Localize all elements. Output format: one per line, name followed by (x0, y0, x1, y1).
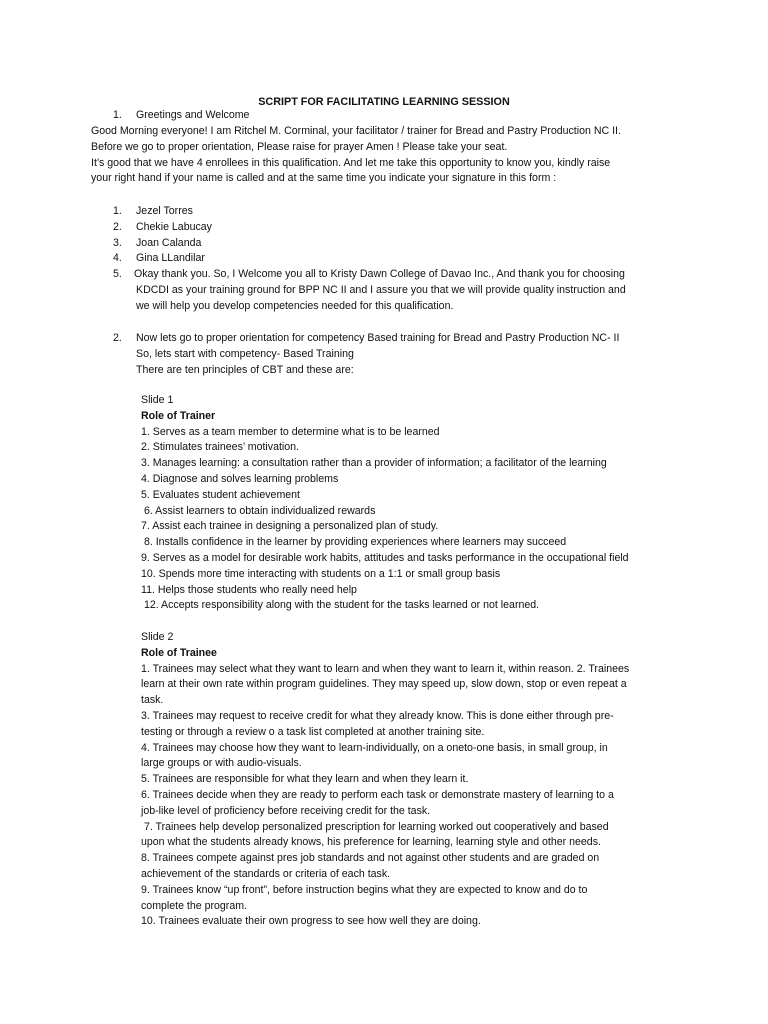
intro-line: Good Morning everyone! I am Ritchel M. Corminal, your facilitator / trainer for Bread and Pastry Production NC II. (91, 125, 621, 137)
trainee-role-line: upon what the students already knows, his preference for learning, learning style and other needs. (141, 836, 601, 849)
document-title: SCRIPT FOR FACILITATING LEARNING SESSION (258, 96, 510, 108)
trainer-role-item: 9. Serves as a model for desirable work habits, attitudes and tasks performance in the occupational field (141, 551, 629, 564)
welcome-line: KDCDI as your training ground for BPP NC II and I assure you that we will provide quality instruction and (136, 283, 626, 296)
section-2-line: There are ten principles of CBT and these are: (136, 363, 354, 376)
trainer-role-item: 7. Assist each trainee in designing a personalized plan of study. (141, 520, 439, 533)
item-5-number: 5. (113, 268, 122, 280)
trainer-role-item: 12. Accepts responsibility along with the student for the tasks learned or not learned. (141, 599, 540, 612)
enrollee-name: Gina LLandilar (136, 252, 205, 264)
enrollee-number: 2. (113, 221, 122, 233)
slide-1-label: Slide 1 (141, 394, 174, 406)
slide-2-heading: Role of Trainee (141, 646, 217, 659)
trainee-role-line: achievement of the standards or criteria of each task. (141, 867, 391, 880)
trainer-role-item: 10. Spends more time interacting with students on a 1:1 or small group basis (141, 567, 501, 580)
trainee-role-line: 1. Trainees may select what they want to learn and when they want to learn it, within reason. 2. Trainees (141, 662, 630, 675)
trainer-role-item: 1. Serves as a team member to determine what is to be learned (141, 425, 440, 438)
section-2-line: So, lets start with competency- Based Training (136, 347, 354, 360)
intro-line: your right hand if your name is called and at the same time you indicate your signature in this form : (91, 172, 557, 185)
trainee-role-line: large groups or with audio-visuals. (141, 757, 302, 770)
trainee-role-line: 7. Trainees help develop personalized prescription for learning worked out cooperatively and based (141, 820, 609, 833)
slide-1-heading: Role of Trainer (141, 409, 216, 422)
trainee-role-line: complete the program. (141, 899, 247, 912)
slide-2-label: Slide 2 (141, 631, 174, 643)
trainer-role-item: 2. Stimulates trainees’ motivation. (141, 441, 299, 454)
enrollee-name: Jezel Torres (136, 205, 193, 217)
trainer-role-item: 3. Manages learning: a consultation rather than a provider of information; a facilitator of the learning (141, 457, 607, 470)
trainee-role-line: 4. Trainees may choose how they want to learn-individually, on a oneto-one basis, in small group, in (141, 741, 608, 754)
enrollee-name: Joan Calanda (136, 237, 202, 249)
trainee-role-line: 3. Trainees may request to receive credit for what they already know. This is done either through pre- (141, 709, 614, 722)
slide-2-section (141, 630, 629, 930)
trainee-role-line: learn at their own rate within program guidelines. They may speed up, slow down, stop or even repeat a (141, 678, 627, 691)
section-1-number: 1. (113, 109, 122, 121)
welcome-paragraph (134, 267, 626, 314)
trainee-role-line: 6. Trainees decide when they are ready to perform each task or demonstrate mastery of learning to a (141, 788, 614, 801)
welcome-line: Okay thank you. So, I Welcome you all to Kristy Dawn College of Davao Inc., And thank you for choosing (134, 268, 625, 280)
trainee-role-line: testing or through a review o a task list completed at another training site. (141, 725, 485, 738)
welcome-line: we will help you develop competencies needed for this qualification. (136, 299, 454, 312)
intro-paragraph (91, 124, 621, 187)
trainee-role-line: 8. Trainees compete against pres job standards and not against other students and are graded on (141, 852, 600, 865)
section-2-line: Now lets go to proper orientation for competency Based training for Bread and Pastry Production NC- II (136, 332, 620, 344)
enrollee-number: 3. (113, 237, 122, 249)
trainer-role-item: 8. Installs confidence in the learner by providing experiences where learners may succeed (141, 536, 567, 549)
enrollee-number: 1. (113, 205, 122, 217)
trainer-role-item: 6. Assist learners to obtain individualized rewards (141, 504, 376, 517)
trainee-role-line: 5. Trainees are responsible for what they learn and when they learn it. (141, 773, 469, 786)
trainer-role-item: 11. Helps those students who really need help (141, 583, 357, 596)
section-2-number: 2. (113, 332, 122, 344)
trainee-role-line: job-like level of proficiency before receiving credit for the task. (141, 804, 431, 817)
enrollee-name: Chekie Labucay (136, 221, 212, 233)
enrollee-number: 4. (113, 252, 122, 264)
trainer-role-item: 4. Diagnose and solves learning problems (141, 472, 339, 485)
section-1-heading: Greetings and Welcome (136, 109, 250, 121)
trainer-role-item: 5. Evaluates student achievement (141, 488, 301, 501)
trainee-role-line: 9. Trainees know “up front”, before instruction begins what they are expected to know and do to (141, 883, 588, 896)
section-2-text (136, 331, 619, 378)
slide-1-section (141, 393, 629, 614)
trainee-role-line: task. (141, 694, 164, 707)
intro-line: Before we go to proper orientation, Please raise for prayer Amen ! Please take your seat. (91, 140, 508, 153)
trainee-role-line: 10. Trainees evaluate their own progress to see how well they are doing. (141, 915, 481, 928)
intro-line: It’s good that we have 4 enrollees in this qualification. And let me take this opportunity to know you, kindly raise (91, 156, 611, 169)
